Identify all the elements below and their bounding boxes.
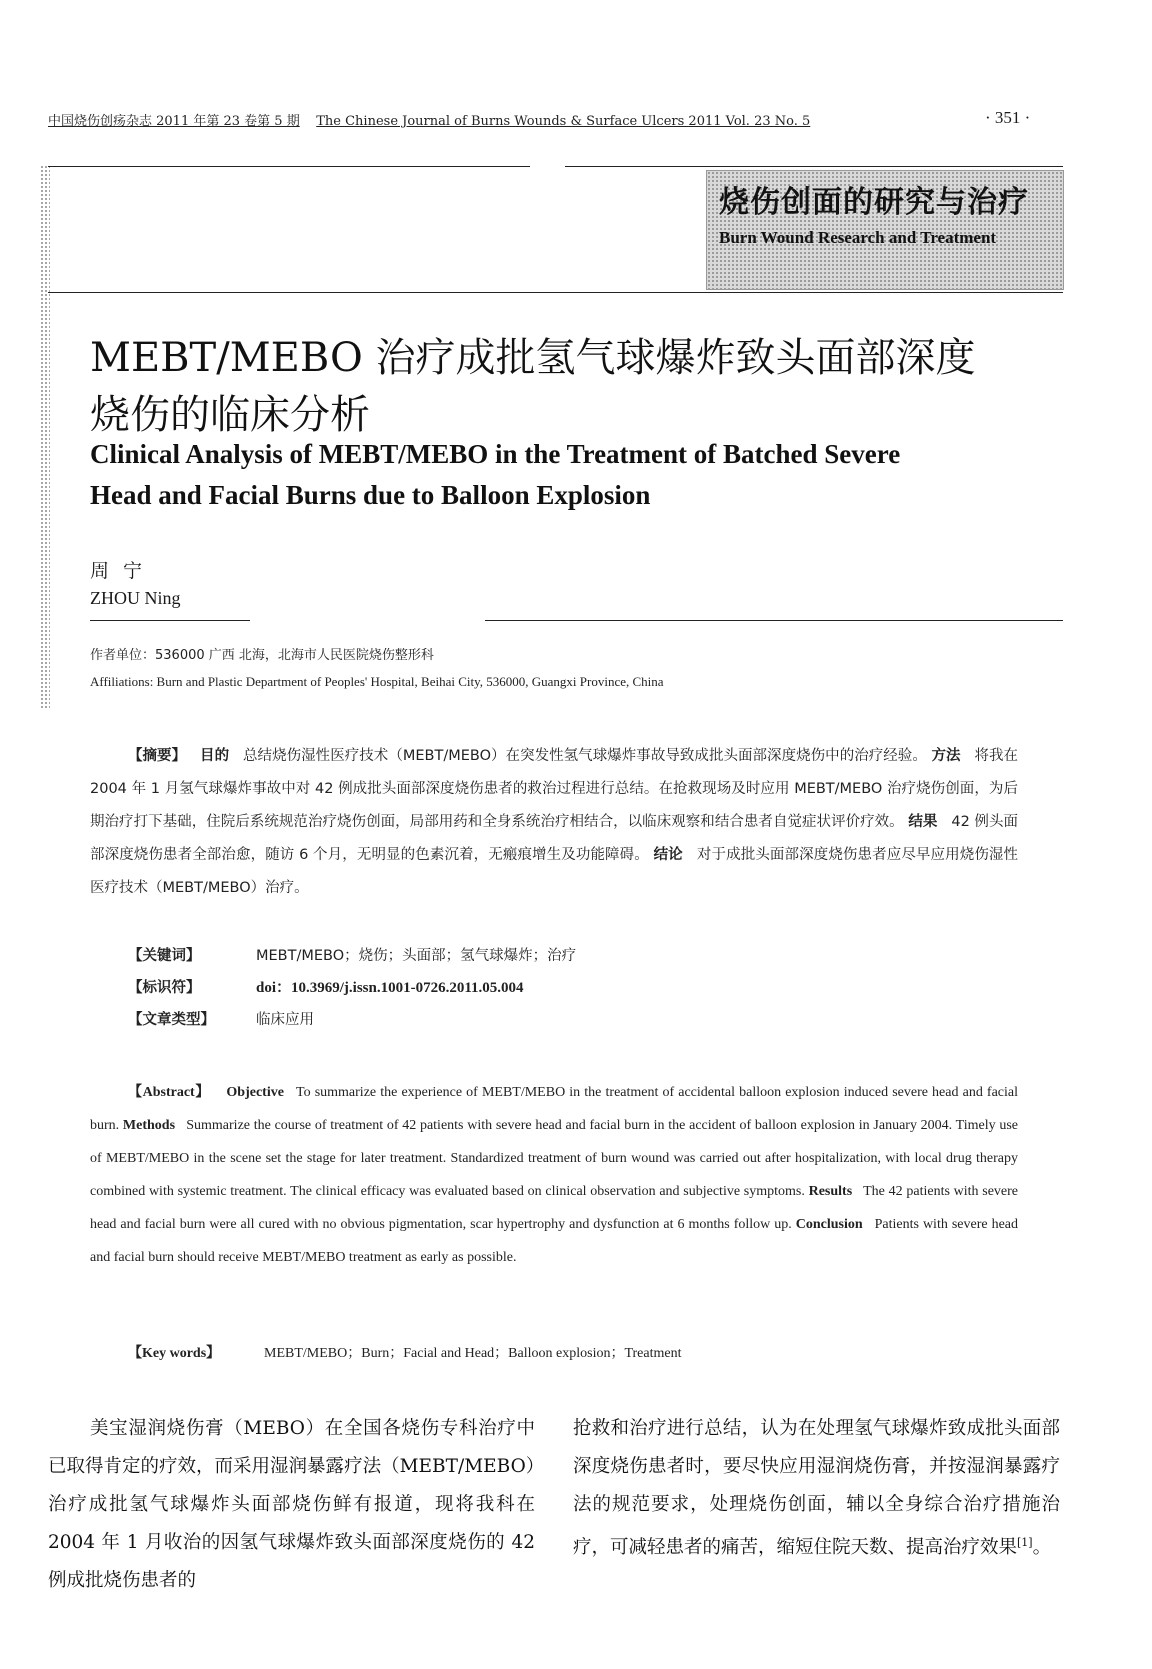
running-head xyxy=(48,110,918,129)
title-en-line1: Clinical Analysis of MEBT/MEBO in the Treatment of Batched Severe xyxy=(90,439,901,469)
abstract-en-objective: To summarize the experience of MEBT/MEBO in the treatment of accidental balloon explosion induced severe head and facial burn. xyxy=(90,1085,1019,1133)
banner-title-cn: 烧伤创面的研究与治疗 xyxy=(719,185,1029,220)
abstract-cn-results-label: 结果 xyxy=(908,814,938,830)
abstract-cn-methods: 将我在 2004 年 1 月氢气球爆炸事故中对 42 例成批头面部深度烧伤患者的救治过程进行总结。在抢救现场及时应用 MEBT/MEBO 治疗烧伤创面，为后期治疗打下基础，住院后系统规范治疗烧伤创面，局部用药和全身系统治疗相结合，以临床观察和结合患者自觉症状评价疗效。 xyxy=(90,748,1019,830)
abstract-en-label: 【Abstract】 xyxy=(128,1085,210,1100)
keywords-cn: MEBT/MEBO；烧伤；头面部；氢气球爆炸；治疗 xyxy=(256,948,577,964)
article-type-label: 【文章类型】 xyxy=(128,1012,215,1028)
author-rule-short xyxy=(90,620,250,621)
title-en xyxy=(90,434,1050,516)
article-type-row xyxy=(128,1008,314,1029)
article-type: 临床应用 xyxy=(256,1012,314,1028)
body-right-text: 抢救和治疗进行总结，认为在处理氢气球爆炸致成批头面部深度烧伤患者时，要尽快应用湿润烧伤膏，并按湿润暴露疗法的规范要求，处理烧伤创面，辅以全身综合治疗措施治疗，可减轻患者的痛苦，缩短住院天数、提高治疗效果 xyxy=(573,1418,1060,1559)
doi: doi：10.3969/j.issn.1001-0726.2011.05.004 xyxy=(256,980,524,996)
abstract-en-objective-label: Objective xyxy=(226,1085,284,1100)
identifier-row xyxy=(128,976,524,997)
abstract-cn-conclusion-label: 结论 xyxy=(653,847,683,863)
affiliation-cn: 作者单位：536000 广西 北海，北海市人民医院烧伤整形科 xyxy=(90,648,434,663)
title-en-line2: Head and Facial Burns due to Balloon Explosion xyxy=(90,480,651,510)
identifier-label: 【标识符】 xyxy=(128,980,201,996)
abstract-en-conclusion-label: Conclusion xyxy=(795,1217,863,1232)
body-column-left: 美宝湿润烧伤膏（MEBO）在全国各烧伤专科治疗中已取得肯定的疗效，而采用湿润暴露疗法（MEBT/MEBO）治疗成批氢气球爆炸头面部烧伤鲜有报道，现将我科在 2004 年 1 月收治的因氢气球爆炸致头面部深度烧伤的 42 例成批烧伤患者的 xyxy=(48,1418,535,1591)
abstract-cn-objective: 总结烧伤湿性医疗技术（MEBT/MEBO）在突发性氢气球爆炸事故导致成批头面部深度烧伤中的治疗经验。 xyxy=(243,748,927,764)
abstract-en-conclusion: Patients with severe head and facial burn should receive MEBT/MEBO treatment as early as possible. xyxy=(90,1217,1018,1265)
author-rule-long xyxy=(485,620,1063,621)
author-en: ZHOU Ning xyxy=(90,588,181,608)
margin-dot-strip xyxy=(40,165,50,710)
abstract-cn-objective-label: 目的 xyxy=(200,748,230,764)
abstract-cn-methods-label: 方法 xyxy=(931,748,961,764)
abstract-en xyxy=(90,1076,1018,1274)
banner-rule xyxy=(48,292,1063,293)
abstract-cn-label: 【摘要】 xyxy=(128,748,187,764)
header-rule-left xyxy=(48,166,530,167)
abstract-en-results: The 42 patients with severe head and facial burn were all cured with no obvious pigmentation, scar hypertrophy and dysfunction at 6 months follow up. xyxy=(90,1184,1019,1232)
banner-title-en: Burn Wound Research and Treatment xyxy=(719,228,997,247)
author-cn: 周宁 xyxy=(90,560,157,582)
running-head-cn: 中国烧伤创疡杂志 2011 年第 23 卷第 5 期 xyxy=(48,114,300,129)
affiliation-en: Affiliations: Burn and Plastic Department of Peoples' Hospital, Beihai City, 536000, Guangxi Province, China xyxy=(90,674,664,689)
abstract-cn-results: 42 例头面部深度烧伤患者全部治愈，随访 6 个月，无明显的色素沉着，无瘢痕增生及功能障碍。 xyxy=(90,814,1018,863)
title-cn xyxy=(90,330,1050,444)
body-right-end: 。 xyxy=(1032,1537,1052,1559)
abstract-cn-conclusion: 对于成批头面部深度烧伤患者应尽早应用烧伤湿性医疗技术（MEBT/MEBO）治疗。 xyxy=(90,847,1019,896)
keywords-en: MEBT/MEBO；Burn；Facial and Head；Balloon explosion；Treatment xyxy=(264,1346,682,1361)
abstract-en-methods-label: Methods xyxy=(122,1118,176,1133)
body-column-right xyxy=(573,1410,1060,1567)
abstract-en-methods: Summarize the course of treatment of 42 patients with severe head and facial burn in the accident of balloon explosion in January 2004. Timely use of MEBT/MEBO in the scene set the stage for later treatment. Standardized treatment of burn wound was carried out after hospitalization, with local drug therapy combined with systemic treatment. The clinical efficacy was evaluated based on clinical observation and subjective symptoms. xyxy=(90,1118,1018,1199)
keywords-en-label: 【Key words】 xyxy=(128,1346,221,1361)
reference-marker: [1] xyxy=(1017,1536,1033,1549)
header-rule-right xyxy=(565,166,1063,167)
title-cn-line2: 烧伤的临床分析 xyxy=(90,392,370,438)
column-banner xyxy=(706,170,1064,290)
abstract-en-results-label: Results xyxy=(808,1184,853,1199)
keywords-cn-row xyxy=(128,944,576,965)
abstract-cn xyxy=(90,740,1018,905)
page-number: · 351 · xyxy=(985,108,1031,127)
title-cn-line1: MEBT/MEBO 治疗成批氢气球爆炸致头面部深度 xyxy=(90,335,976,381)
running-head-en: The Chinese Journal of Burns Wounds & Surface Ulcers 2011 Vol. 23 No. 5 xyxy=(316,114,811,129)
keywords-en-row xyxy=(128,1342,682,1362)
keywords-cn-label: 【关键词】 xyxy=(128,948,201,964)
